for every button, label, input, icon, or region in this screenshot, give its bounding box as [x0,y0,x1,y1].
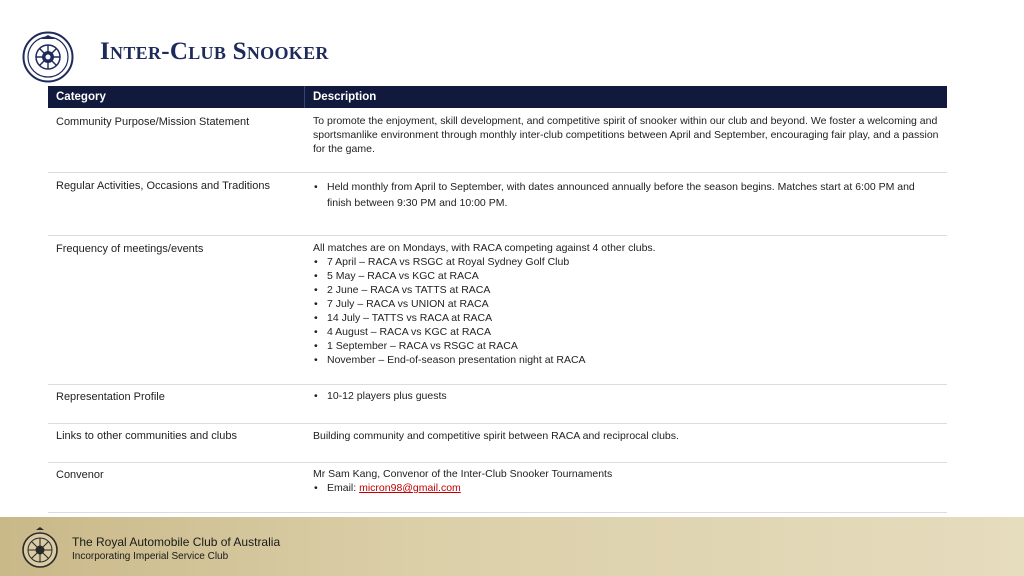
club-logo [22,31,74,83]
list-item: • 7 April – RACA vs RSGC at Royal Sydney Golf Club [313,255,939,269]
list-item: • November – End-of-season presentation night at RACA [313,353,939,367]
match-schedule-list [313,255,939,367]
footer-subtitle: Incorporating Imperial Service Club [72,551,229,562]
row-category: Regular Activities, Occasions and Traditions [56,180,270,192]
convenor-name: Mr Sam Kang, Convenor of the Inter-Club Snooker Tournaments [313,468,613,480]
list-item: • 14 July – TATTS vs RACA at RACA [313,311,939,325]
page-title: Inter-Club Snooker [100,38,329,65]
table-row-mission [48,108,947,173]
row-category: Frequency of meetings/events [56,243,204,255]
list-item: • 10-12 players plus guests [313,389,939,403]
table-row-convenor [48,463,947,513]
footer-bar [0,517,1024,576]
row-category: Convenor [56,469,104,481]
links-text: Building community and competitive spirit between RACA and reciprocal clubs. [313,430,679,442]
representation-list [313,389,939,403]
info-table [48,86,947,513]
table-row-representation [48,385,947,424]
row-description [305,236,947,384]
table-row-frequency [48,236,947,385]
footer-org-name: The Royal Automobile Club of Australia [72,535,281,549]
row-category: Links to other communities and clubs [56,430,237,442]
email-link[interactable]: micron98@gmail.com [359,482,461,494]
list-item: • 4 August – RACA vs KGC at RACA [313,325,939,339]
list-item [313,481,939,495]
row-description [305,424,947,462]
email-label: Email: [327,482,360,494]
list-item: • 7 July – RACA vs UNION at RACA [313,297,939,311]
row-description [305,385,947,423]
row-description [305,173,947,235]
category-column-header: Category [48,86,305,108]
frequency-intro: All matches are on Mondays, with RACA competing against 4 other clubs. [313,242,656,254]
mission-text: To promote the enjoyment, skill development, and competitive spirit of snooker within our club and beyond. We foster a welcoming and sportsmanlike environment through monthly inter-club competitions between April and September, encouraging fair play, and a passion for the game. [313,115,939,155]
list-item: • Held monthly from April to September, with dates announced annually before the season begins. Matches start at 6:00 PM and finish between 9:30 PM and 10:00 PM. [313,179,939,211]
row-category: Representation Profile [56,391,165,403]
club-crest-icon [20,526,60,570]
description-column-header: Description [313,91,377,103]
row-description [305,108,947,172]
list-item: • 1 September – RACA vs RSGC at RACA [313,339,939,353]
table-header [48,86,947,108]
table-row-links [48,424,947,463]
list-item: • 2 June – RACA vs TATTS at RACA [313,283,939,297]
list-item: • 5 May – RACA vs KGC at RACA [313,269,939,283]
activities-list [313,179,939,211]
row-category: Community Purpose/Mission Statement [56,116,250,128]
convenor-contact-list [313,481,939,495]
row-description [305,463,947,512]
table-row-activities [48,173,947,236]
